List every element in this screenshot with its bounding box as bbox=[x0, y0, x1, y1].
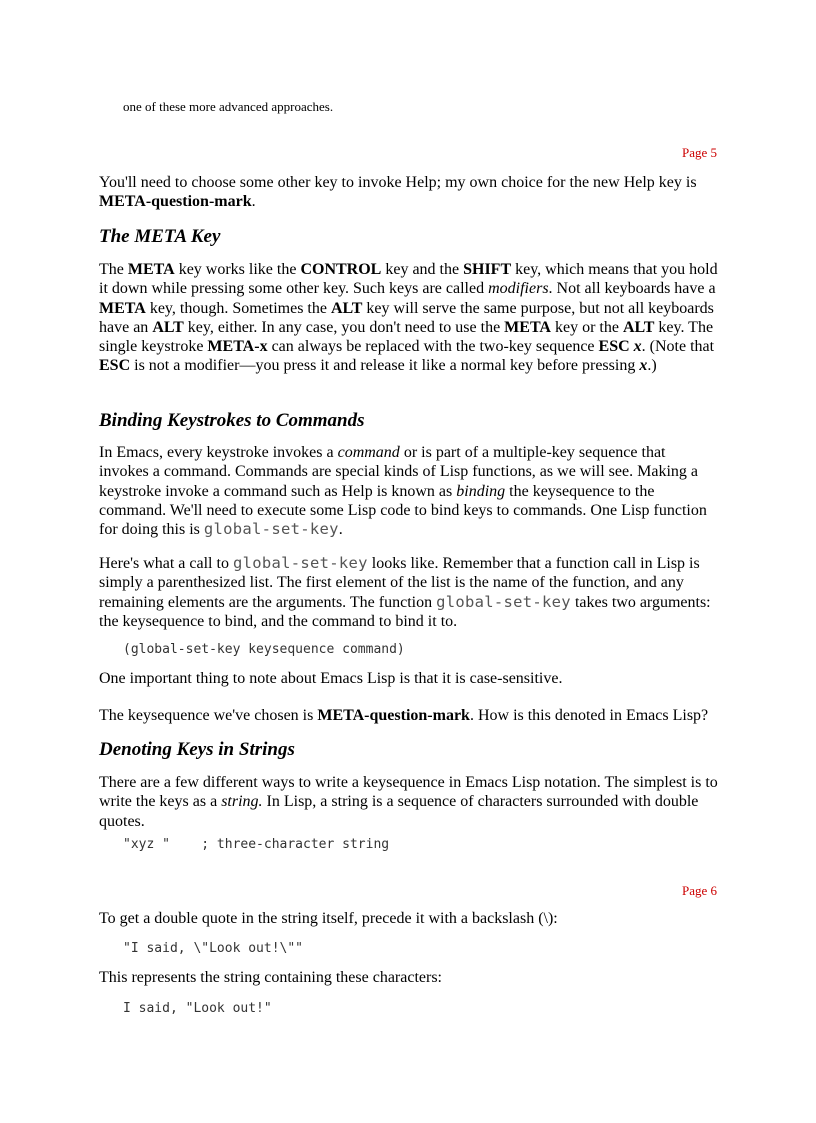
code-three-char-string: "xyz " ; three-character string bbox=[123, 837, 390, 852]
paragraph-binding: In Emacs, every keystroke invokes a command or is part of a multiple-key sequence that invokes a command. Commands are special kinds of Lisp functions, as we will see. Making a keystroke invoke a command such as Help is known as binding the keysequence to the command. We'll need to execute some Lisp code to bind keys to commands. One Lisp function for doing this is global-set-key. bbox=[99, 444, 707, 539]
paragraph-case-sensitive: One important thing to note about Emacs Lisp is that it is case-sensitive. bbox=[99, 670, 563, 687]
heading-denoting-keys: Denoting Keys in Strings bbox=[99, 739, 295, 760]
heading-binding-keystrokes: Binding Keystrokes to Commands bbox=[99, 410, 365, 431]
paragraph-meta-key: The META key works like the CONTROL key and the SHIFT key, which means that you hold it down while pressing some other key. Such keys are called modifiers. Not all keyboards have a META key, though. Sometimes the ALT key will serve the same purpose, but not all keyboards have an ALT key, either. In any case, you don't need to use the META key or the ALT key. The single keystroke META-x can always be replaced with the two-key sequence ESC x. (Note that ESC is not a modifier—you press it and release it like a normal key before pressing x.) bbox=[99, 261, 718, 375]
paragraph-denoting: There are a few different ways to write a keysequence in Emacs Lisp notation. The simplest is to write the keys as a string. In Lisp, a string is a sequence of characters surrounded with double quotes. bbox=[99, 774, 718, 830]
paragraph-global-set-key: Here's what a call to global-set-key looks like. Remember that a function call in Lisp is simply a parenthesized list. The first element of the list is the name of the function, and any remaining elements are the arguments. The function global-set-key takes two arguments: the keysequence to bind, and the command to bind it to. bbox=[99, 554, 711, 630]
code-escaped-string: "I said, \"Look out!\"" bbox=[123, 941, 304, 956]
page-number-5: Page 5 bbox=[681, 145, 717, 160]
code-global-set-key: (global-set-key keysequence command) bbox=[123, 642, 405, 657]
code-result-string: I said, "Look out!" bbox=[123, 1001, 272, 1016]
paragraph-double-quote: To get a double quote in the string itself, precede it with a backslash (\): bbox=[99, 910, 558, 927]
page-number-6: Page 6 bbox=[681, 883, 717, 898]
paragraph-represents: This represents the string containing these characters: bbox=[99, 969, 442, 986]
paragraph-keysequence-chosen: The keysequence we've chosen is META-question-mark. How is this denoted in Emacs Lisp? bbox=[99, 707, 709, 724]
heading-meta-key: The META Key bbox=[99, 226, 221, 247]
intro-text: one of these more advanced approaches. bbox=[123, 99, 334, 114]
paragraph-help-key: You'll need to choose some other key to invoke Help; my own choice for the new Help key is META-question-mark. bbox=[99, 174, 697, 211]
